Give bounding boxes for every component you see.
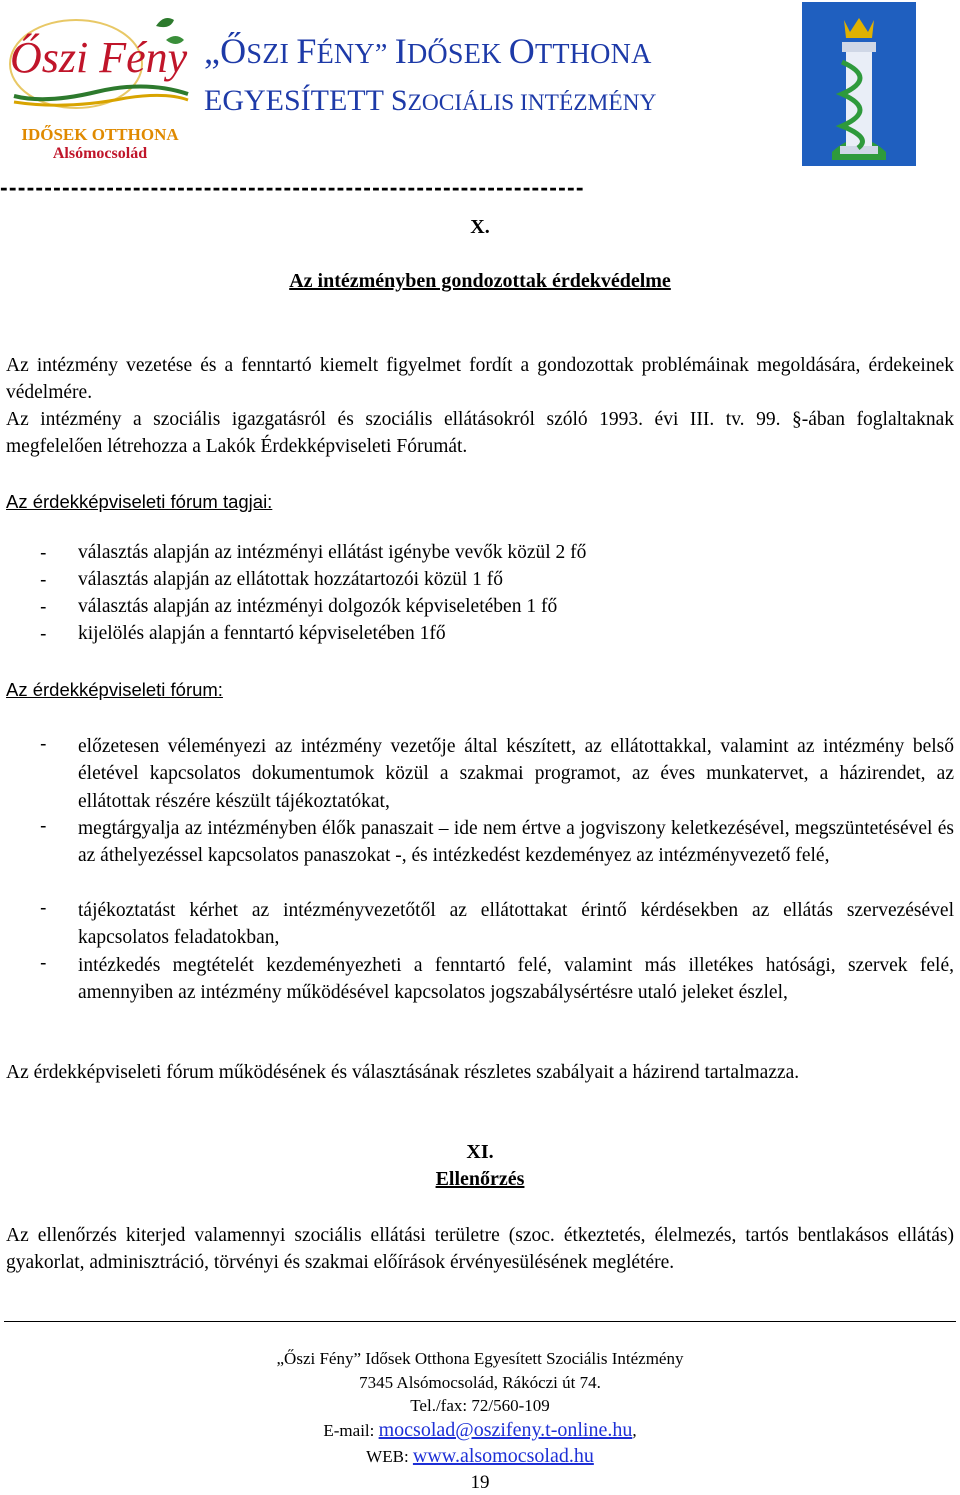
section-number: XI. bbox=[466, 1141, 494, 1163]
section-title: Az intézményben gondozottak érdekvédelme bbox=[289, 270, 671, 292]
page-number: 19 bbox=[470, 1472, 490, 1493]
paragraph: Az ellenőrzés kiterjed valamennyi szociális ellátási területre (szoc. étkeztetés, élelmezés, tartós bentlakásos ellátás) gyakorlat, adminisztráció, törvényi és szakmai előírások érvényesülésének meglétére. bbox=[6, 1225, 954, 1274]
section-title: Ellenőrzés bbox=[435, 1168, 525, 1190]
members-heading: Az érdekképviseleti fórum tagjai: bbox=[6, 491, 273, 512]
list-item: választás alapján az ellátottak hozzátartozói közül 1 fő bbox=[78, 569, 504, 590]
web-link[interactable]: www.alsomocsolad.hu bbox=[412, 1445, 594, 1467]
header-title-line2: EGYESÍTETT SZOCIÁLIS INTÉZMÉNY bbox=[204, 84, 657, 117]
list-item: intézkedés megtételét kezdeményezheti a fenntartó felé, valamint más illetékes hatósági, szervek felé, amennyiben az intézmény működésével kapcsolatos jogszabálysértésre utaló jeleket észlel, bbox=[78, 955, 954, 1004]
logo-script-text: Őszi Fény bbox=[10, 33, 188, 82]
header-title-line1: „ŐSZI FÉNY” IDŐSEK OTTHONA bbox=[204, 31, 652, 71]
footer-email-line: E-mail: mocsolad@oszifeny.t-online.hu, bbox=[323, 1419, 637, 1441]
paragraph: Az érdekképviseleti fórum működésének és választásának részletes szabályait a házirend tartalmazza. bbox=[6, 1062, 800, 1083]
logo-subtitle: IDŐSEK OTTHONA bbox=[21, 125, 179, 144]
section-number: X. bbox=[470, 216, 490, 238]
list-item: tájékoztatást kérhet az intézményvezetőtől az ellátottakat érintő kérdésekben az ellátás szervezésével kapcsolatos feladatokban, bbox=[78, 900, 954, 949]
paragraph: Az intézmény vezetése és a fenntartó kiemelt figyelmet fordít a gondozottak problémáinak megoldására, érdekeinek védelmére. bbox=[6, 355, 954, 404]
footer-phone: Tel./fax: 72/560-109 bbox=[410, 1396, 550, 1415]
footer-rule bbox=[4, 1321, 956, 1322]
paragraph: Az intézmény a szociális igazgatásról és szociális ellátásokról szóló 1993. évi III. tv. 99. §-ában foglaltaknak megfelelően létrehozza a Lakók Érdekképviseleti Fórumát. bbox=[6, 409, 954, 458]
logo-town: Alsómocsolád bbox=[52, 145, 148, 162]
list-item: választás alapján az intézményi dolgozók képviseletében 1 fő bbox=[78, 596, 558, 617]
list-item: megtárgyalja az intézményben élők panaszait – ide nem értve a jogviszony keletkezésével, megszüntetésével és az áthelyezéssel kapcsolatos panaszokat -, és intézkedést kezdeményez az intézményvezető felé, bbox=[78, 818, 954, 867]
coat-of-arms-emblem bbox=[802, 2, 916, 166]
list-item: kijelölés alapján a fenntartó képviseletében 1fő bbox=[78, 623, 446, 644]
footer-address: 7345 Alsómocsolád, Rákóczi út 74. bbox=[359, 1373, 601, 1392]
footer-web-line: WEB: www.alsomocsolad.hu bbox=[366, 1445, 594, 1467]
institution-logo bbox=[6, 6, 194, 162]
forum-heading: Az érdekképviseleti fórum: bbox=[6, 679, 223, 700]
list-item: választás alapján az intézményi ellátást igénybe vevők közül 2 fő bbox=[78, 542, 587, 563]
email-link[interactable]: mocsolad@oszifeny.t-online.hu bbox=[378, 1419, 633, 1441]
list-item: előzetesen véleményezi az intézmény vezetője által készített, az ellátottakkal, valamint az intézmény belső életével kapcsolatos dokumentumok közül a szakmai programot, az éves munkatervet, a házirendet, az ellátottak részére készült tájékoztatókat, bbox=[78, 736, 954, 812]
header-separator: ------------------------------------------------------------------ bbox=[0, 176, 585, 198]
footer-institution: „Őszi Fény” Idősek Otthona Egyesített Szociális Intézmény bbox=[276, 1349, 684, 1368]
